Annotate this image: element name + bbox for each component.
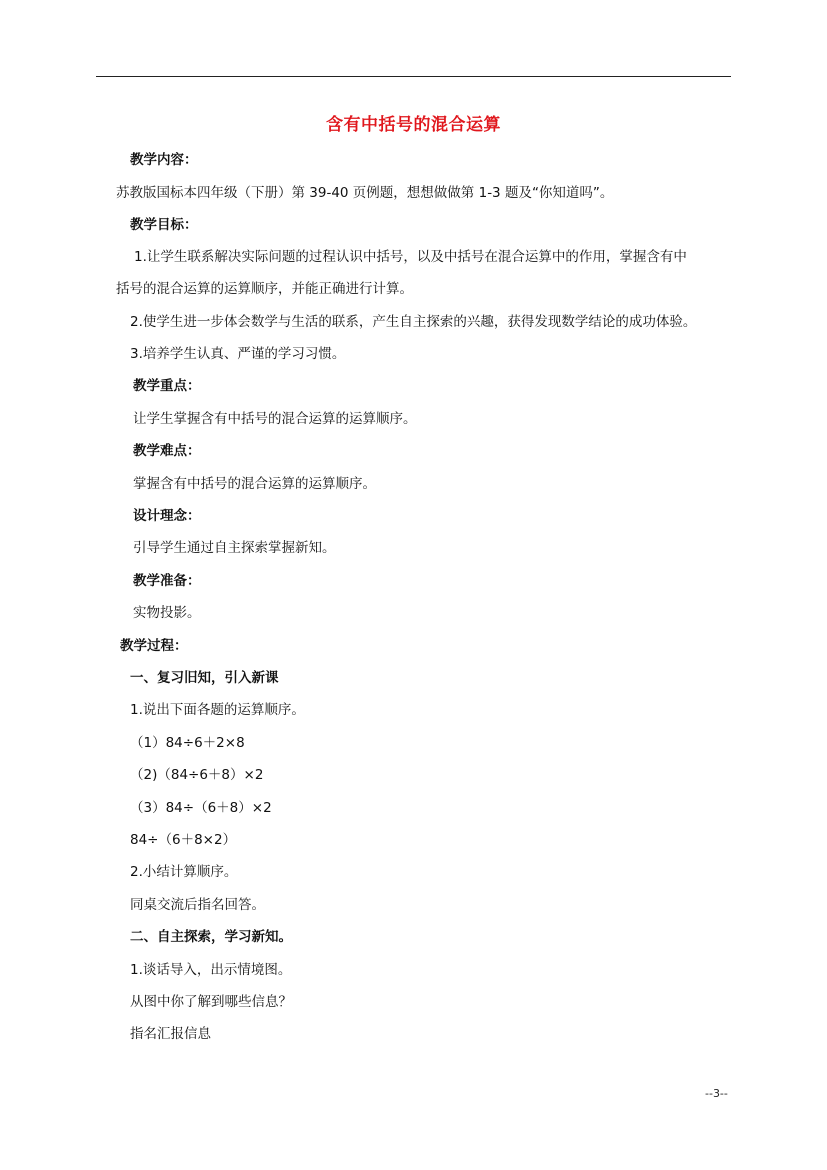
content-text: 苏教版国标本四年级（下册）第 39-40 页例题，想想做做第 1-3 题及“你知道吗”。 [116,185,614,201]
section-heading-objectives: 教学目标： [130,217,198,233]
document-title: 含有中括号的混合运算 [326,115,501,135]
key-point-text: 让学生掌握含有中括号的混合运算的运算顺序。 [133,411,417,427]
process-step: 2.小结计算顺序。 [130,864,238,880]
expression-2: （2)（84÷6＋8）×2 [130,767,264,783]
objective-1-line-2: 括号的混合运算的运算顺序，并能正确进行计算。 [116,281,413,297]
expression-3: （3）84÷（6＋8）×2 [130,800,272,816]
expression-4: 84÷（6＋8×2） [130,832,237,848]
section-heading-key-point: 教学重点： [133,378,201,394]
page-number: --3-- [705,1087,728,1100]
objective-3: 3.培养学生认真、严谨的学习习惯。 [130,346,346,362]
section-heading-difficulty: 教学难点： [133,443,201,459]
header-rule [96,76,731,77]
process-step: 1.谈话导入，出示情境图。 [130,962,292,978]
objective-1-line-1: 1.让学生联系解决实际问题的过程认识中括号，以及中括号在混合运算中的作用，掌握含有中 [134,249,687,265]
preparation-text: 实物投影。 [133,605,201,621]
objective-2: 2.使学生进一步体会数学与生活的联系，产生自主探索的兴趣，获得发现数学结论的成功体验。 [130,314,697,330]
expression-1: （1）84÷6＋2×8 [130,735,245,751]
section-heading-design-concept: 设计理念： [133,508,201,524]
process-text: 指名汇报信息 [130,1026,211,1042]
process-step: 1.说出下面各题的运算顺序。 [130,702,305,718]
section-heading-preparation: 教学准备： [133,573,201,589]
section-heading-process: 教学过程： [120,638,188,654]
part-1-heading: 一、复习旧知，引入新课 [130,670,279,686]
part-2-heading: 二、自主探索，学习新知。 [130,929,292,945]
process-text: 从图中你了解到哪些信息？ [130,994,292,1010]
process-text: 同桌交流后指名回答。 [130,897,265,913]
design-concept-text: 引导学生通过自主探索掌握新知。 [133,540,336,556]
section-heading-content: 教学内容： [130,152,198,168]
difficulty-text: 掌握含有中括号的混合运算的运算顺序。 [133,476,376,492]
